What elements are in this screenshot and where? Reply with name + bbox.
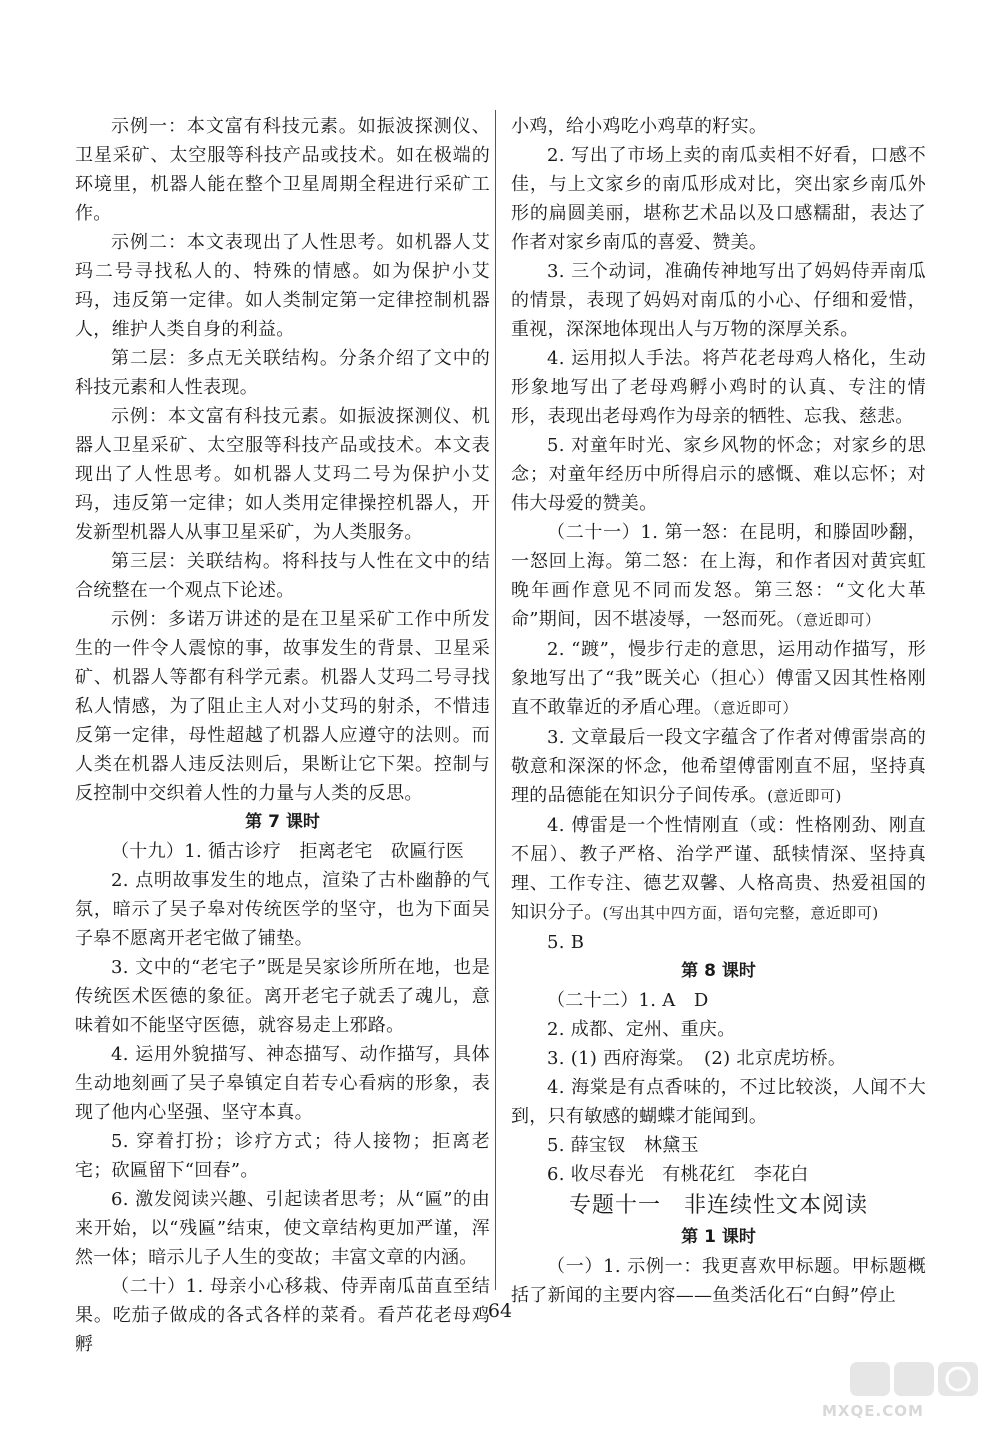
answer-paragraph: 2. 点明故事发生的地点，渲染了古朴幽静的气氛，暗示了吴子皋对传统医学的坚守，也为下面吴子皋不愿离开老宅做了铺垫。 (75, 870, 490, 949)
answer-paragraph: 4. 运用拟人手法。将芦花老母鸡人格化，生动形象地写出了老母鸡孵小鸡时的认真、专注的情形，表现出老母鸡作为母亲的牺牲、忘我、慈悲。 (511, 348, 926, 427)
right-column (511, 112, 926, 1310)
answer-line: 6. 收尽春光 有桃花红 李花白 (547, 1164, 809, 1185)
answer-paragraph: 4. 海棠是有点香味的，不过比较淡，人闻不大到，只有敏感的蝴蝶才能闻到。 (511, 1077, 926, 1127)
paragraph: 示例二：本文表现出了人性思考。如机器人艾玛二号寻找私人的、特殊的情感。如为保护小艾玛，违反第一定律。如人类制定第一定律控制机器人，维护人类自身的利益。 (75, 232, 490, 340)
answer-paragraph: 3. 文中的“老宅子”既是吴家诊所所在地，也是传统医术医德的象征。离开老宅子就丢了魂儿，意味着如不能坚守医德，就容易走上邪路。 (75, 957, 490, 1036)
lesson-heading: 第 1 课时 (681, 1227, 756, 1247)
answer-text: （二十一）1. 第一怒：在昆明，和滕固吵翻，一怒回上海。第二怒：在上海，和作者因对黄宾虹晚年画作意见不同而发怒。第三怒：“文化大革命”期间，因不堪凌辱，一怒而死。 (511, 522, 926, 630)
answer-paragraph (511, 811, 926, 928)
answer-paragraph: 2. 写出了市场上卖的南瓜卖相不好看，口感不佳，与上文家乡的南瓜形成对比，突出家乡南瓜外形的扁圆美丽，堪称艺术品以及口感糯甜，表达了作者对家乡南瓜的喜爱、赞美。 (511, 145, 926, 253)
answer-note: (写出其中四方面，语句完整，意近即可) (602, 904, 879, 922)
lesson-heading: 第 8 课时 (681, 961, 756, 981)
answer-text: 3. 文章最后一段文字蕴含了作者对傅雷崇高的敬意和深深的怀念，他希望傅雷刚直不屈，坚持真理的品德能在知识分子间传承。 (511, 727, 926, 806)
watermark-icon (802, 1360, 982, 1422)
answer-line: （二十二）1. A D (547, 990, 709, 1011)
watermark-logo (802, 1360, 982, 1422)
answer-note: （意近即可） (795, 611, 881, 629)
answer-text: 4. 傅雷是一个性情刚直（或：性格刚劲、刚直不屈）、教子严格、治学严谨、舐犊情深、坚持真理、工作专注、德艺双馨、人格高贵、热爱祖国的知识分子。 (511, 815, 926, 923)
answer-paragraph: 6. 激发阅读兴趣、引起读者思考；从“匾”的由来开始，以“残匾”结束，使文章结构更加严谨，浑然一体；暗示儿子人生的变故；丰富文章的内涵。 (75, 1189, 490, 1268)
answer-paragraph: 4. 运用外貌描写、神态描写、动作描写，具体生动地刻画了吴子皋镇定自若专心看病的形象，表现了他内心坚强、坚守本真。 (75, 1044, 490, 1123)
watermark-url: MXQE.COM (822, 1402, 924, 1420)
paragraph: 示例：本文富有科技元素。如振波探测仪、机器人卫星采矿、太空服等科技产品或技术。本文表现出了人性思考。如机器人艾玛二号为保护小艾玛，违反第一定律；如人类用定律操控机器人，开发新型机器人从事卫星采矿，为人类服务。 (75, 406, 490, 543)
answer-paragraph: 3. 三个动词，准确传神地写出了妈妈侍弄南瓜的情景，表现了妈妈对南瓜的小心、仔细和爱惜，重视，深深地体现出人与万物的深厚关系。 (511, 261, 926, 340)
answer-note: (意近即可) (767, 787, 842, 805)
answer-paragraph: 5. 穿着打扮；诊疗方式；待人接物；拒离老宅；砍匾留下“回春”。 (75, 1131, 490, 1181)
paragraph: 示例一：本文富有科技元素。如振波探测仪、卫星采矿、太空服等科技产品或技术。如在极端的环境里，机器人能在整个卫星周期全程进行采矿工作。 (75, 116, 490, 224)
paragraph: 第三层：关联结构。将科技与人性在文中的结合统整在一个观点下论述。 (75, 551, 490, 601)
paragraph: 示例：多诺万讲述的是在卫星采矿工作中所发生的一件令人震惊的事，故事发生的背景、卫星采矿、机器人等都有科学元素。机器人艾玛二号寻找私人情感，为了阻止主人对小艾玛的射杀，不惜违反第一定律，母性超越了机器人应遵守的法则。而人类在机器人违反法则后，果断让它下架。控制与反控制中交织着人性的力量与人类的反思。 (75, 609, 490, 804)
answer-text: 2. “踱”，慢步行走的意思，运用动作描写，形象地写出了“我”既关心（担心）傅雷又因其性格刚直不敢靠近的矛盾心理。 (511, 639, 926, 718)
left-column (75, 112, 490, 1359)
topic-heading: 专题十一 非连续性文本阅读 (568, 1193, 868, 1218)
lesson-heading: 第 7 课时 (245, 812, 320, 832)
paragraph: 第二层：多点无关联结构。分条介绍了文中的科技元素和人性表现。 (75, 348, 490, 398)
answer-paragraph (511, 518, 926, 635)
page-number: 64 (487, 1300, 513, 1322)
answer-line: 5. 薛宝钗 林黛玉 (547, 1135, 699, 1156)
answer-line: 5. B (547, 932, 585, 953)
paragraph-continuation: 小鸡，给小鸡吃小鸡草的籽实。 (511, 116, 768, 137)
answer-paragraph: 5. 对童年时光、家乡风物的怀念；对家乡的思念；对童年经历中所得启示的感慨、难以忘怀；对伟大母爱的赞美。 (511, 435, 926, 514)
answer-paragraph: （二十）1. 母亲小心移栽、侍弄南瓜苗直至结果。吃茄子做成的各式各样的菜肴。看芦花老母鸡孵 (75, 1276, 490, 1355)
answer-line: （十九）1. 循古诊疗 拒离老宅 砍匾行医 (111, 841, 465, 862)
answer-paragraph: （一）1. 示例一：我更喜欢甲标题。甲标题概括了新闻的主要内容——鱼类活化石“白鲟”停止 (511, 1256, 926, 1306)
answer-line: 3. (1) 西府海棠。 (2) 北京虎坊桥。 (547, 1048, 847, 1069)
answer-line: 2. 成都、定州、重庆。 (547, 1019, 736, 1040)
answer-paragraph (511, 635, 926, 723)
answer-note: （意近即可） (712, 699, 798, 717)
answer-paragraph (511, 723, 926, 811)
column-divider (495, 110, 496, 1290)
